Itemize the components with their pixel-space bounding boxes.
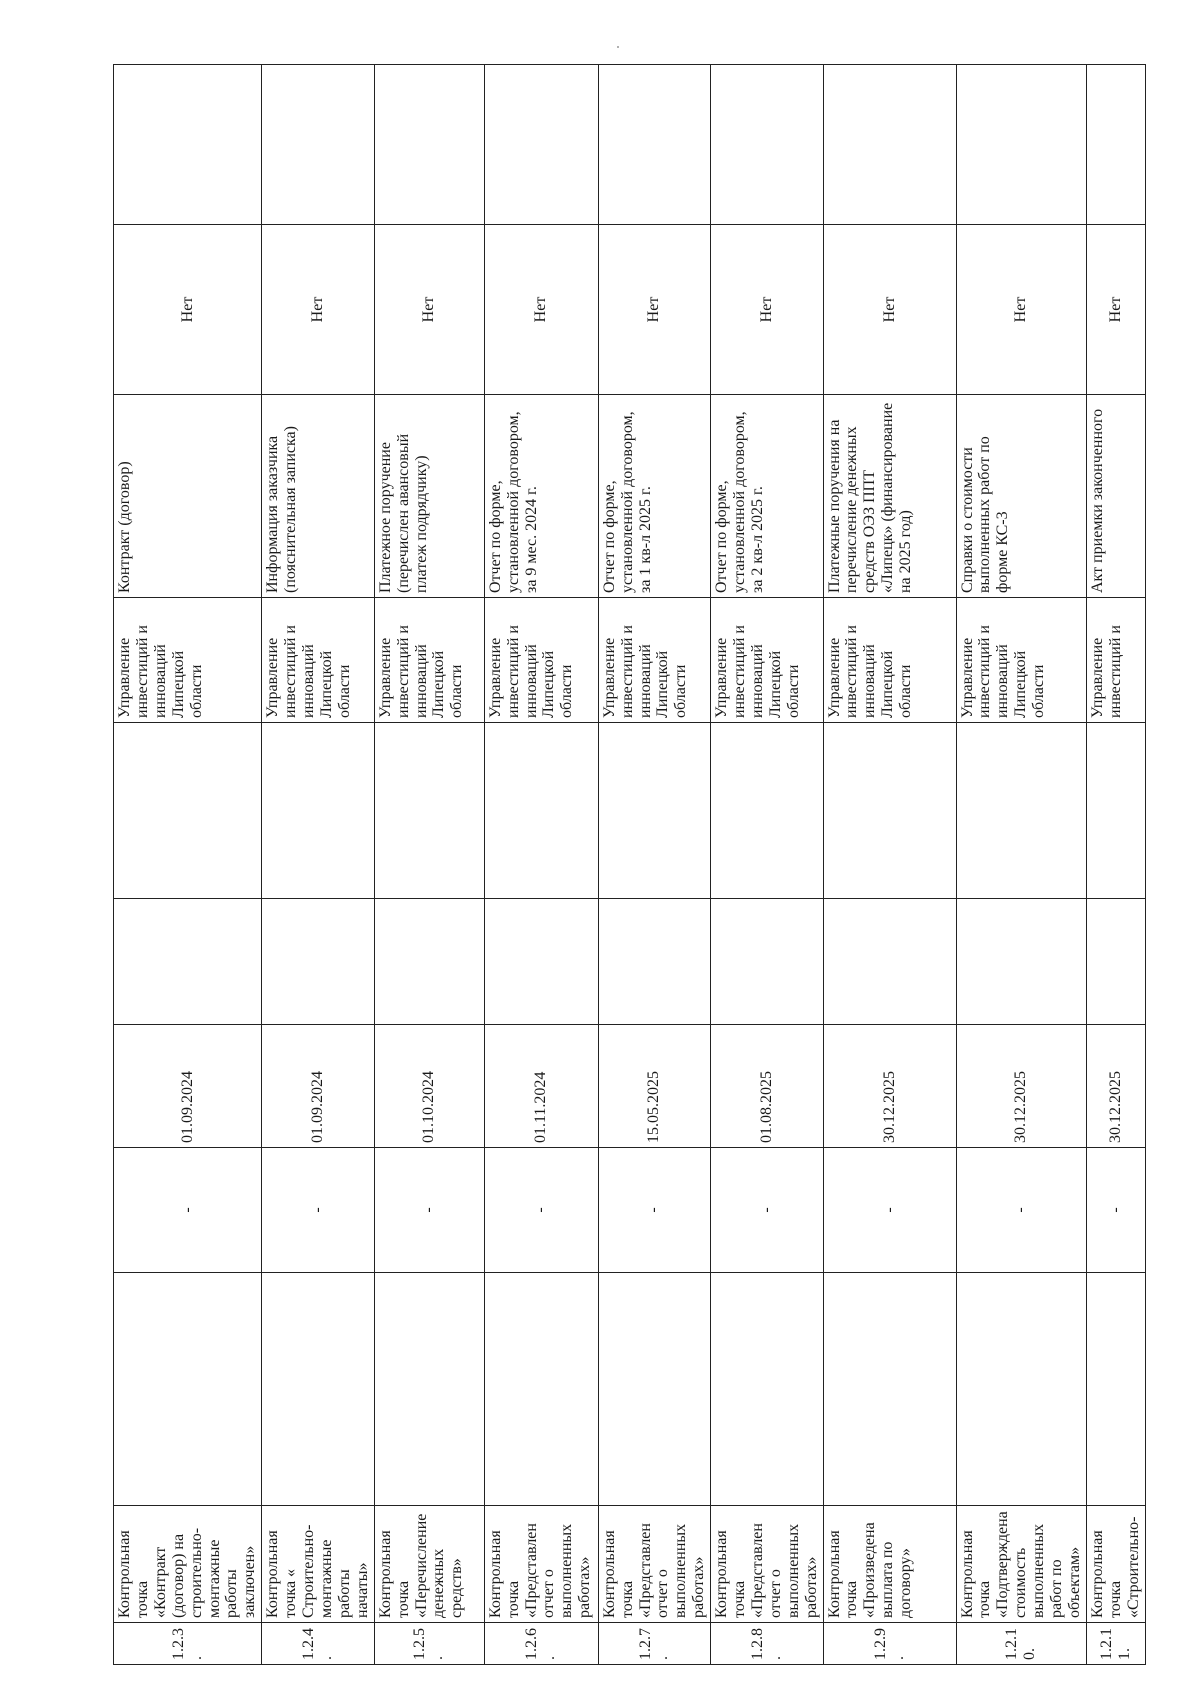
dash-cell: - [1086,1148,1145,1273]
empty-cell [374,1273,484,1506]
responsible-cell: Управление инвестиций и инноваций Липецкой области [374,598,484,723]
dash-cell: - [711,1148,823,1273]
table-row [262,65,374,1665]
empty-cell [956,899,1086,1025]
row-number: 1.2.3. [114,1623,262,1665]
dash-cell: - [956,1148,1086,1273]
empty-cell [711,65,823,225]
empty-cell [114,723,262,899]
empty-cell [823,1273,956,1506]
row-number: 1.2.10. [956,1623,1086,1665]
date-cell: 30.12.2025 [1086,1025,1145,1148]
flag-cell: Нет [956,225,1086,395]
flag-cell: Нет [114,225,262,395]
table-row [956,65,1086,1665]
document-cell: Отчет по форме, установленной договором, за 9 мес. 2024 г. [484,395,598,598]
date-cell: 01.09.2024 [114,1025,262,1148]
empty-cell [484,1273,598,1506]
dash-cell: - [484,1148,598,1273]
row-number: 1.2.11. [1086,1623,1145,1665]
control-point-name: Контрольная точка «Представлен отчет о выполненных работах» [711,1506,823,1623]
row-number: 1.2.8. [711,1623,823,1665]
table-row [1086,65,1145,1665]
responsible-cell: Управление инвестиций и инноваций Липецкой области [262,598,374,723]
empty-cell [374,899,484,1025]
row-number: 1.2.5. [374,1623,484,1665]
table-row [711,65,823,1665]
responsible-cell: Управление инвестиций и [1086,598,1145,723]
dash-cell: - [262,1148,374,1273]
date-cell: 01.10.2024 [374,1025,484,1148]
flag-cell: Нет [711,225,823,395]
empty-cell [956,723,1086,899]
row-number: 1.2.4. [262,1623,374,1665]
flag-cell: Нет [823,225,956,395]
responsible-cell: Управление инвестиций и инноваций Липецкой области [711,598,823,723]
empty-cell [956,1273,1086,1506]
empty-cell [114,899,262,1025]
rotated-table-container [113,65,1142,1665]
empty-cell [598,1273,710,1506]
row-number: 1.2.9. [823,1623,956,1665]
responsible-cell: Управление инвестиций и инноваций Липецкой области [956,598,1086,723]
flag-cell: Нет [484,225,598,395]
control-point-name: Контрольная точка «Произведена выплата по договору» [823,1506,956,1623]
flag-cell: Нет [374,225,484,395]
table-row [374,65,484,1665]
control-point-name: Контрольная точка «Строительно- [1086,1506,1145,1623]
dash-cell: - [823,1148,956,1273]
empty-cell [956,65,1086,225]
document-cell: Справки о стоимости выполненных работ по форме КС-3 [956,395,1086,598]
empty-cell [484,723,598,899]
date-cell: 30.12.2025 [823,1025,956,1148]
empty-cell [598,65,710,225]
responsible-cell: Управление инвестиций и инноваций Липецкой области [114,598,262,723]
table-row [823,65,956,1665]
control-point-name: Контрольная точка «Контракт (договор) на строительно-монтажные работы заключен» [114,1506,262,1623]
document-cell: Платежные поручения на перечисление денежных средств ОЭЗ ППТ «Липецк» (финансирование на 2025 год) [823,395,956,598]
dash-cell: - [598,1148,710,1273]
empty-cell [374,723,484,899]
empty-cell [262,1273,374,1506]
document-cell: Отчет по форме, установленной договором, за 1 кв-л 2025 г. [598,395,710,598]
table-row [114,65,262,1665]
control-point-name: Контрольная точка «Перечисление денежных средств» [374,1506,484,1623]
flag-cell: Нет [262,225,374,395]
empty-cell [1086,1273,1145,1506]
empty-cell [1086,899,1145,1025]
document-cell: Акт приемки законченного [1086,395,1145,598]
empty-cell [598,899,710,1025]
date-cell: 30.12.2025 [956,1025,1086,1148]
empty-cell [823,723,956,899]
dash-cell: - [114,1148,262,1273]
control-points-table [113,64,1146,1665]
document-cell: Отчет по форме, установленной договором, за 2 кв-л 2025 г. [711,395,823,598]
empty-cell [262,899,374,1025]
control-point-name: Контрольная точка «Представлен отчет о выполненных работах» [598,1506,710,1623]
control-point-name: Контрольная точка «Представлен отчет о выполненных работах» [484,1506,598,1623]
empty-cell [484,899,598,1025]
empty-cell [262,65,374,225]
document-cell: Информация заказчика (пояснительная записка) [262,395,374,598]
empty-cell [114,65,262,225]
row-number: 1.2.7. [598,1623,710,1665]
dash-cell: - [374,1148,484,1273]
empty-cell [598,723,710,899]
table-row [484,65,598,1665]
date-cell: 15.05.2025 [598,1025,710,1148]
empty-cell [711,723,823,899]
responsible-cell: Управление инвестиций и инноваций Липецкой области [823,598,956,723]
table-row [598,65,710,1665]
flag-cell: Нет [598,225,710,395]
scan-speck [617,46,619,48]
date-cell: 01.11.2024 [484,1025,598,1148]
row-number: 1.2.6. [484,1623,598,1665]
flag-cell: Нет [1086,225,1145,395]
empty-cell [262,723,374,899]
empty-cell [711,899,823,1025]
empty-cell [823,899,956,1025]
empty-cell [1086,65,1145,225]
empty-cell [711,1273,823,1506]
empty-cell [484,65,598,225]
empty-cell [1086,723,1145,899]
responsible-cell: Управление инвестиций и инноваций Липецкой области [598,598,710,723]
empty-cell [374,65,484,225]
date-cell: 01.08.2025 [711,1025,823,1148]
empty-cell [114,1273,262,1506]
document-cell: Контракт (договор) [114,395,262,598]
document-cell: Платежное поручение (перечислен авансовый платеж подрядчику) [374,395,484,598]
empty-cell [823,65,956,225]
responsible-cell: Управление инвестиций и инноваций Липецкой области [484,598,598,723]
control-point-name: Контрольная точка « Строительно-монтажные работы начаты» [262,1506,374,1623]
date-cell: 01.09.2024 [262,1025,374,1148]
control-point-name: Контрольная точка «Подтверждена стоимость выполненных работ по объектам» [956,1506,1086,1623]
